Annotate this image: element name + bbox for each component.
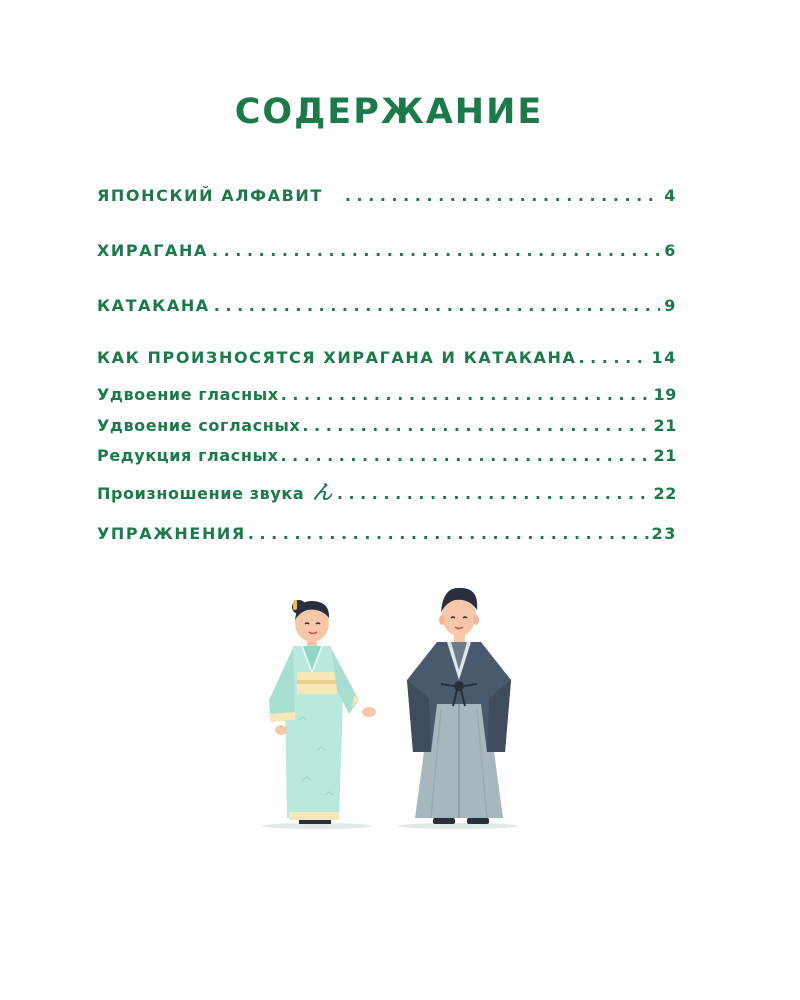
- toc-entry-consonant-doubling[interactable]: [97, 416, 677, 435]
- kana-n-glyph: ん: [312, 480, 333, 504]
- dot-leader: [212, 241, 660, 260]
- toc-entry-page: 21: [653, 446, 677, 465]
- toc-entry-japanese-alphabet[interactable]: [97, 186, 677, 205]
- toc-entry-pronunciation[interactable]: [97, 348, 677, 367]
- japanese-couple-illustration: [255, 580, 545, 835]
- woman-figure: [269, 600, 376, 824]
- toc-entry-page: 9: [664, 296, 677, 315]
- dot-leader: [579, 348, 650, 367]
- toc-entry-hiragana[interactable]: [97, 241, 677, 260]
- dot-leader: [345, 186, 660, 205]
- dot-leader: [281, 446, 652, 465]
- toc-entry-label: Редукция гласных: [97, 446, 279, 465]
- toc-entry-label: УПРАЖНЕНИЯ: [97, 524, 246, 543]
- toc-entry-katakana[interactable]: [97, 296, 677, 315]
- dot-leader: [337, 484, 650, 503]
- man-figure: [407, 588, 511, 824]
- toc-entry-vowel-reduction[interactable]: [97, 446, 677, 465]
- toc-entry-page: 19: [653, 385, 677, 404]
- page-title: СОДЕРЖАНИЕ: [234, 92, 544, 132]
- dot-leader: [248, 524, 650, 543]
- toc-entry-label: Удвоение согласных: [97, 416, 301, 435]
- toc-entry-page: 4: [664, 186, 677, 205]
- dot-leader: [281, 385, 652, 404]
- toc-entry-vowel-doubling[interactable]: [97, 385, 677, 404]
- toc-entry-page: 14: [651, 348, 677, 367]
- toc-entry-page: 21: [653, 416, 677, 435]
- toc-entry-page: 23: [651, 524, 677, 543]
- toc-entry-label: КАК ПРОИЗНОСЯТСЯ ХИРАГАНА И КАТАКАНА: [97, 348, 577, 367]
- toc-entry-label: КАТАКАНА: [97, 296, 210, 315]
- toc-entry-n-sound[interactable]: [97, 476, 677, 505]
- toc-entry-page: 22: [653, 484, 677, 503]
- toc-entry-page: 6: [664, 241, 677, 260]
- toc-entry-label: ХИРАГАНА: [97, 241, 208, 260]
- dot-leader: [214, 296, 660, 315]
- toc-entry-exercises[interactable]: [97, 524, 677, 543]
- dot-leader: [302, 416, 651, 435]
- toc-entry-label: Удвоение гласных: [97, 385, 279, 404]
- shadow-man: [398, 823, 518, 829]
- toc-entry-label: Произношение звука: [97, 484, 305, 503]
- toc-entry-label: ЯПОНСКИЙ АЛФАВИТ: [97, 186, 323, 205]
